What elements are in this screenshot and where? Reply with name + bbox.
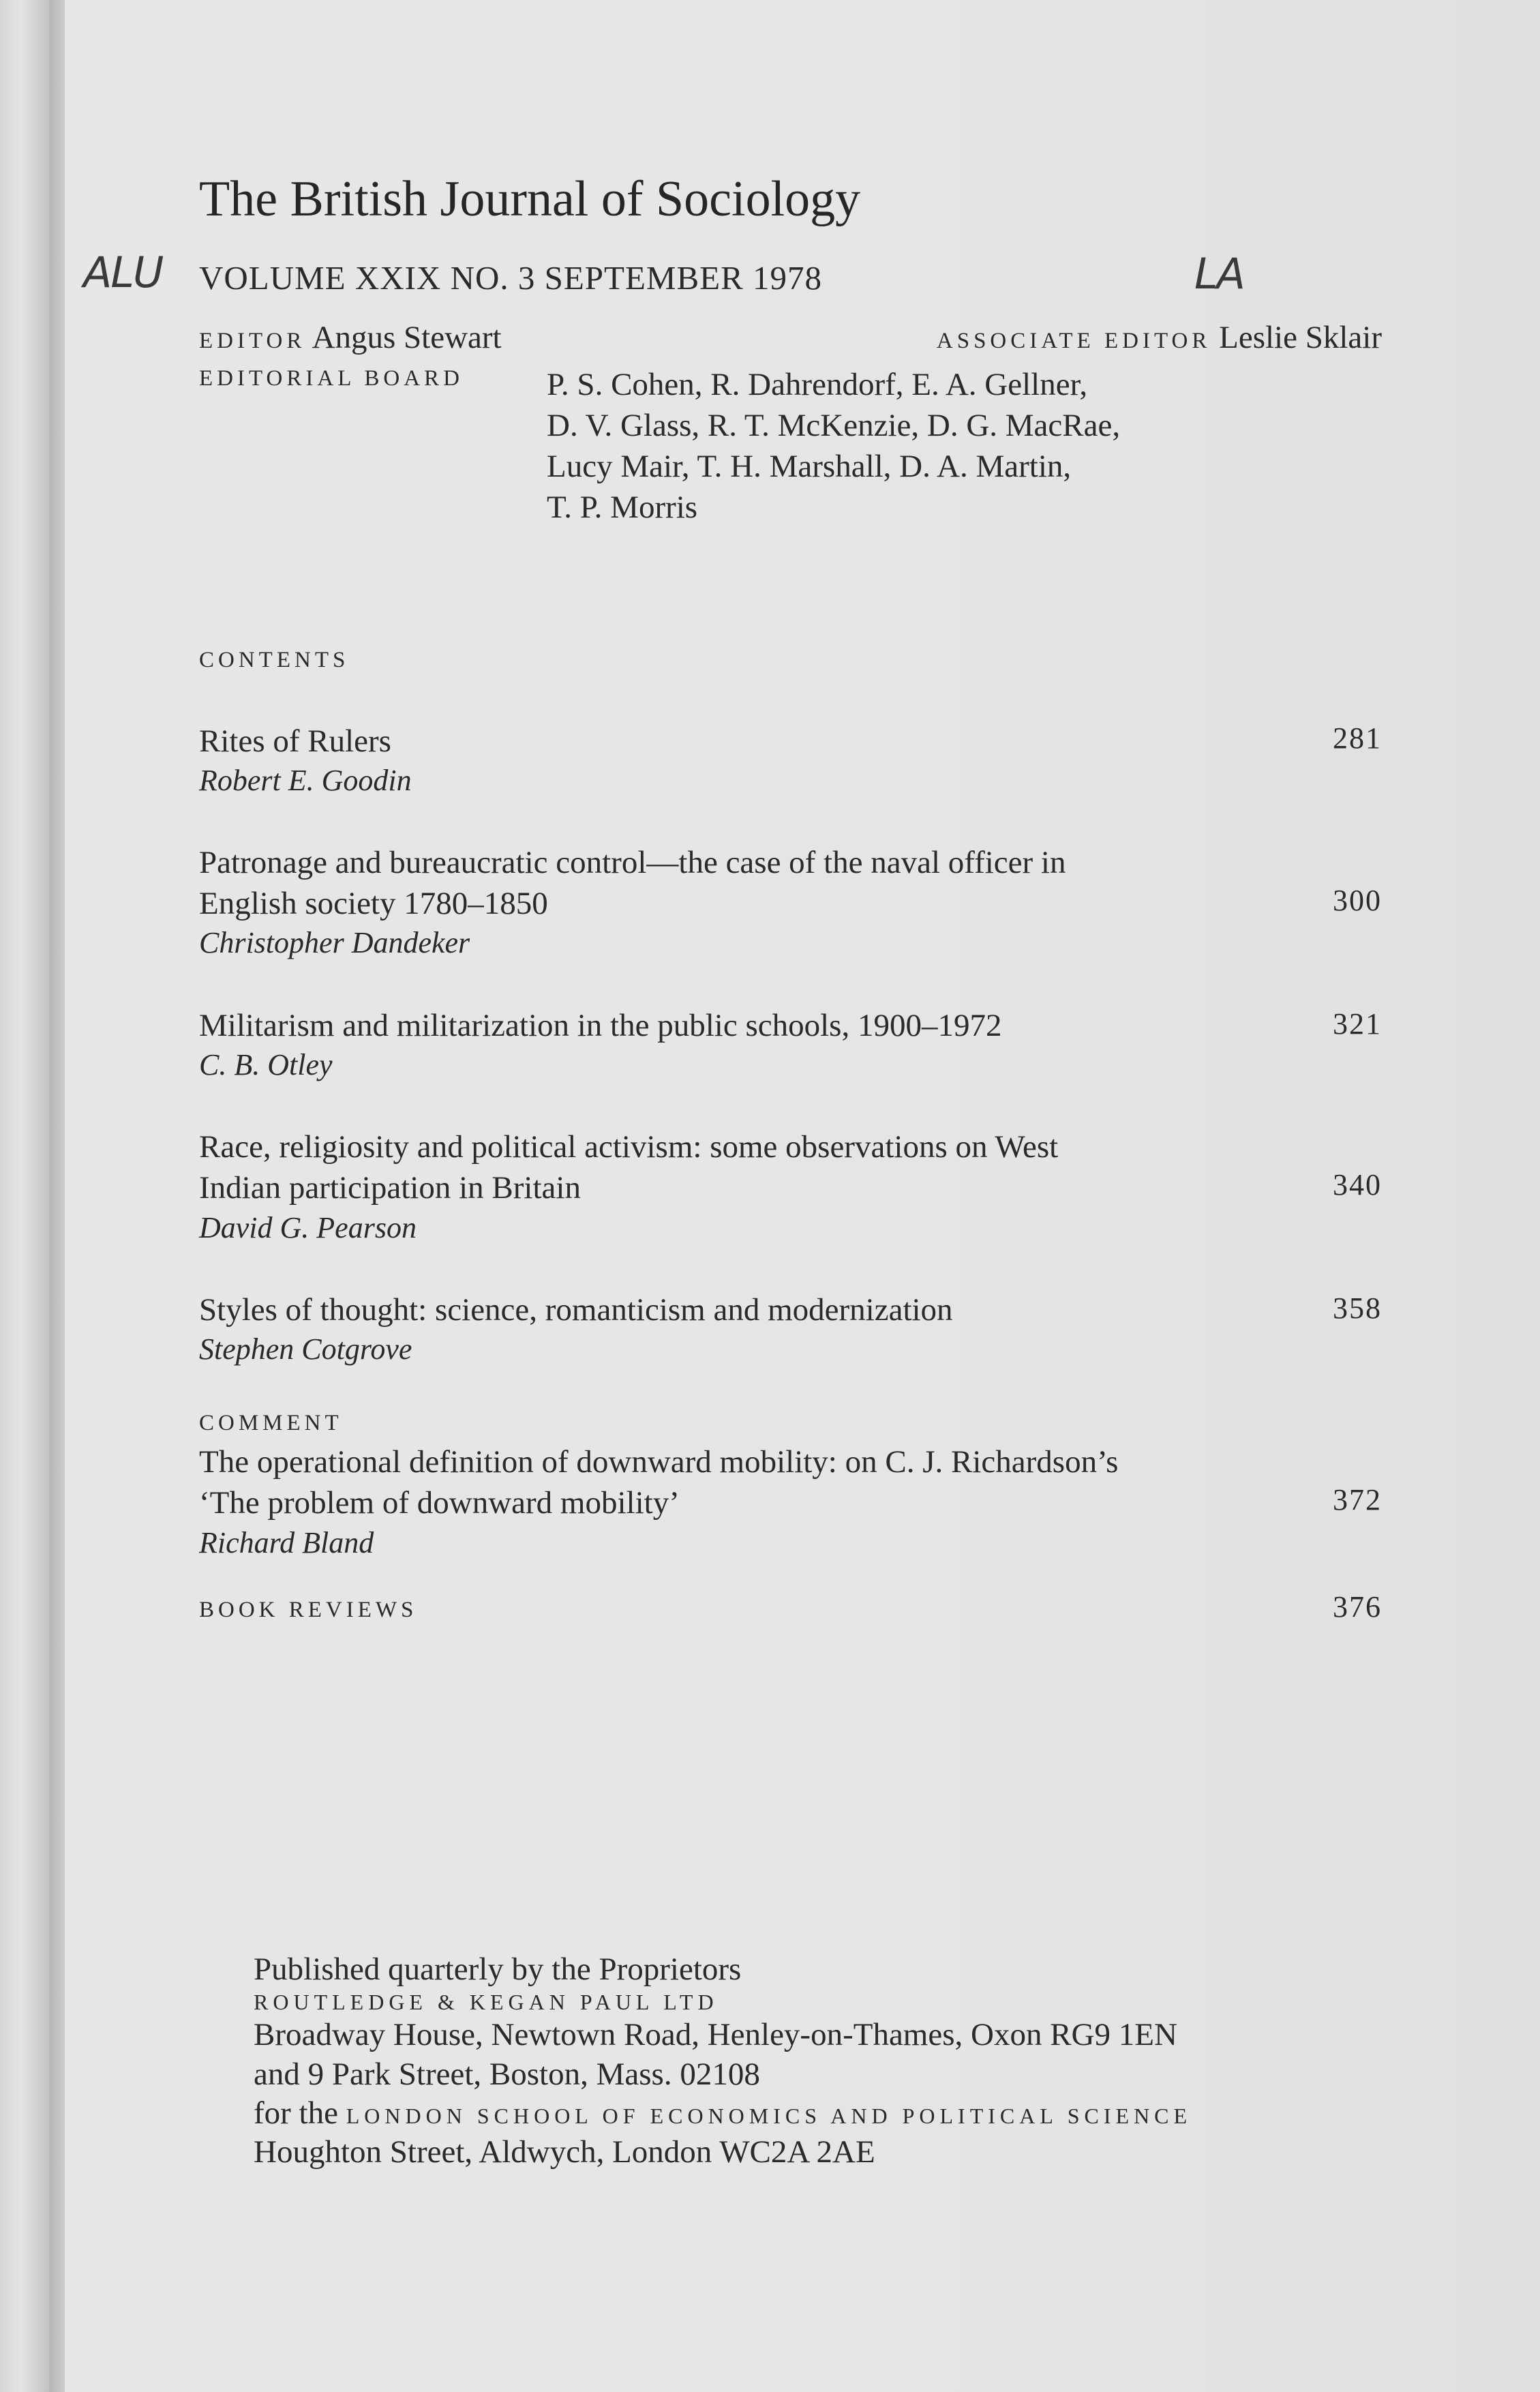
board-line: P. S. Cohen, R. Dahrendorf, E. A. Gellner, <box>547 367 1088 402</box>
toc-article <box>199 721 1382 800</box>
toc-article-author: David G. Pearson <box>199 1210 417 1244</box>
associate-editor <box>937 319 1382 356</box>
publisher-school-line <box>254 2094 1385 2133</box>
toc-title-line: Styles of thought: science, romanticism and modernization <box>199 1291 953 1328</box>
toc-article-title <box>199 842 1286 924</box>
toc-page-number: 340 <box>1333 1168 1382 1202</box>
binding-edge <box>49 0 53 2392</box>
board-line: Lucy Mair, T. H. Marshall, D. A. Martin, <box>547 449 1072 485</box>
editor-row <box>199 319 1382 356</box>
journal-title: The British Journal of Sociology <box>199 171 861 227</box>
handwritten-note-left: ALU <box>83 248 163 297</box>
toc-page-number: 281 <box>1333 721 1382 755</box>
publisher-block <box>254 1950 1385 2172</box>
editor-name: Angus Stewart <box>312 320 502 355</box>
toc-title-line: ‘The problem of downward mobility’ <box>199 1485 680 1521</box>
toc-title-line: Militarism and militarization in the public schools, 1900–1972 <box>199 1007 1002 1043</box>
toc-article <box>199 842 1382 963</box>
toc-comment-title <box>199 1441 1286 1523</box>
board-line: T. P. Morris <box>547 490 698 526</box>
board-line: D. V. Glass, R. T. McKenzie, D. G. MacRae, <box>547 408 1121 444</box>
editor-label: EDITOR <box>199 329 306 353</box>
volume-text: VOLUME XXIX NO. 3 SEPTEMBER 1978 <box>199 259 822 297</box>
toc-article-title <box>199 1005 1286 1046</box>
editorial-board-names <box>547 364 1382 528</box>
toc-article-title <box>199 1126 1286 1208</box>
toc-title-line: English society 1780–1850 <box>199 886 548 922</box>
toc-comment <box>199 1441 1382 1562</box>
page-gutter <box>0 0 65 2392</box>
publisher-for-the: for the <box>254 2095 338 2132</box>
contents-page <box>83 171 1382 1624</box>
book-reviews-label: BOOK REVIEWS <box>199 1597 418 1622</box>
comment-heading: COMMENT <box>199 1411 343 1436</box>
toc-article <box>199 1289 1382 1369</box>
toc-title-line: Race, religiosity and political activism: some observations on West <box>199 1129 1059 1165</box>
publisher-line: Published quarterly by the Proprietors <box>254 1952 742 1987</box>
toc-article <box>199 1005 1382 1084</box>
toc-page-number: 376 <box>1333 1589 1382 1624</box>
toc-page-number: 358 <box>1333 1291 1382 1325</box>
toc-title-line: The operational definition of downward mobility: on C. J. Richardson’s <box>199 1444 1119 1480</box>
volume-line <box>83 248 1382 299</box>
toc-article-author: Stephen Cotgrove <box>199 1332 412 1366</box>
toc-article <box>199 1126 1382 1247</box>
handwritten-note-right: LA <box>1194 249 1244 299</box>
toc-book-reviews <box>199 1589 1382 1624</box>
toc-article-title <box>199 1289 1286 1330</box>
associate-editor-name: Leslie Sklair <box>1219 320 1382 355</box>
toc-article-title <box>199 721 1286 762</box>
toc-article-author: Christopher Dandeker <box>199 926 470 960</box>
publisher-name: ROUTLEDGE & KEGAN PAUL LTD <box>254 1990 719 2015</box>
toc-page-number: 300 <box>1333 884 1382 918</box>
editorial-board <box>199 364 1382 528</box>
toc-title-line: Indian participation in Britain <box>199 1170 581 1206</box>
toc-page-number: 321 <box>1333 1006 1382 1041</box>
toc-title-line: Rites of Rulers <box>199 723 391 759</box>
editor <box>199 319 502 356</box>
editorial-board-label: EDITORIAL BOARD <box>199 366 464 391</box>
associate-editor-label: ASSOCIATE EDITOR <box>936 329 1211 353</box>
toc-article-author: C. B. Otley <box>199 1047 333 1081</box>
toc-comment-author: Richard Bland <box>199 1525 374 1559</box>
toc-title-line: Patronage and bureaucratic control—the case of the naval officer in <box>199 845 1066 881</box>
toc-article-author: Robert E. Goodin <box>199 763 412 797</box>
publisher-address-us: and 9 Park Street, Boston, Mass. 02108 <box>254 2056 760 2092</box>
contents-heading: CONTENTS <box>199 647 350 672</box>
publisher-school-address: Houghton Street, Aldwych, London WC2A 2AE <box>254 2134 875 2170</box>
publisher-address: Broadway House, Newtown Road, Henley-on-Thames, Oxon RG9 1EN <box>254 2017 1177 2053</box>
toc-page-number: 372 <box>1333 1483 1382 1517</box>
publisher-school: LONDON SCHOOL OF ECONOMICS AND POLITICAL SCIENCE <box>346 2104 1192 2129</box>
